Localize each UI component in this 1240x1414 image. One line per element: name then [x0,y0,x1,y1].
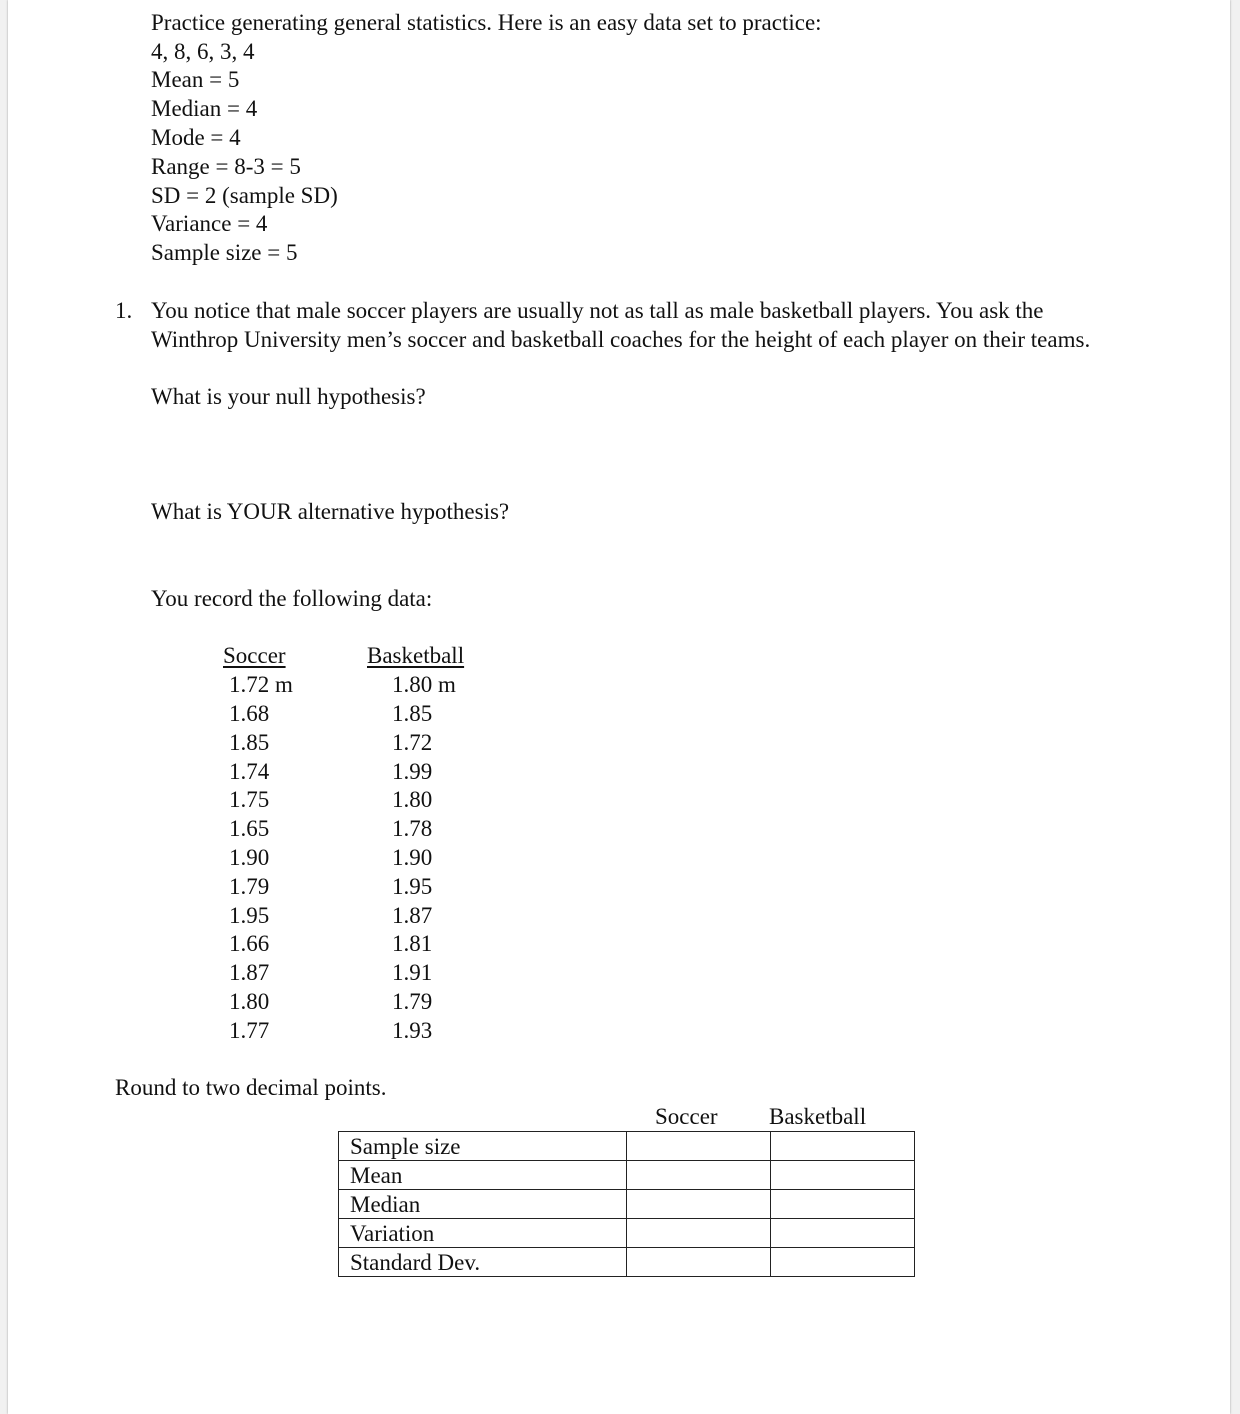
soccer-height: 1.75 [229,787,270,812]
soccer-mean-cell[interactable] [627,1161,771,1190]
basketball-height: 1.80 [392,787,433,812]
row-label-variation: Variation [339,1219,627,1248]
table-row [339,1219,915,1248]
basketball-height: 1.87 [392,903,433,928]
basketball-height: 1.99 [392,759,433,784]
basketball-height: 1.79 [392,989,433,1014]
record-data-prompt: You record the following data: [151,586,433,611]
soccer-standard-dev-cell[interactable] [627,1248,771,1277]
basketball-variation-cell[interactable] [771,1219,915,1248]
basketball-standard-dev-cell[interactable] [771,1248,915,1277]
practice-stat-sample-size: Sample size = 5 [151,240,298,265]
question-text-line1: You notice that male soccer players are usually not as tall as male basketball players. You ask the [151,298,1044,323]
summary-stats-table [338,1131,915,1277]
practice-stat-median: Median = 4 [151,96,258,121]
soccer-height: 1.65 [229,816,270,841]
basketball-height: 1.91 [392,960,433,985]
basketball-height: 1.80 m [392,672,456,697]
soccer-height: 1.68 [229,701,270,726]
soccer-height: 1.77 [229,1018,270,1043]
soccer-height: 1.72 m [229,672,293,697]
soccer-height: 1.79 [229,874,270,899]
practice-stat-mode: Mode = 4 [151,125,241,150]
basketball-height: 1.72 [392,730,433,755]
soccer-height: 1.80 [229,989,270,1014]
basketball-column-header: Basketball [367,643,465,668]
soccer-height: 1.90 [229,845,270,870]
soccer-sample-size-cell[interactable] [627,1132,771,1161]
row-label-sample-size: Sample size [339,1132,627,1161]
basketball-height: 1.85 [392,701,433,726]
practice-data-set: 4, 8, 6, 3, 4 [151,39,255,64]
soccer-variation-cell[interactable] [627,1219,771,1248]
soccer-column-header: Soccer [223,643,286,668]
soccer-height: 1.85 [229,730,270,755]
basketball-height: 1.93 [392,1018,433,1043]
practice-intro: Practice generating general statistics. Here is an easy data set to practice: [151,10,822,35]
table-row [339,1161,915,1190]
table-row [339,1190,915,1219]
question-number: 1. [115,298,133,323]
alternative-hypothesis-prompt: What is YOUR alternative hypothesis? [151,499,510,524]
basketball-mean-cell[interactable] [771,1161,915,1190]
summary-col-soccer: Soccer [655,1104,718,1129]
basketball-height: 1.90 [392,845,433,870]
basketball-height: 1.95 [392,874,433,899]
row-label-mean: Mean [339,1161,627,1190]
table-row [339,1248,915,1277]
row-label-median: Median [339,1190,627,1219]
soccer-height: 1.87 [229,960,270,985]
round-note: Round to two decimal points. [115,1075,387,1100]
soccer-median-cell[interactable] [627,1190,771,1219]
practice-stat-sd: SD = 2 (sample SD) [151,183,338,208]
table-row [339,1132,915,1161]
practice-stat-mean: Mean = 5 [151,67,240,92]
document-page [8,0,1230,1414]
basketball-sample-size-cell[interactable] [771,1132,915,1161]
practice-stat-variance: Variance = 4 [151,211,268,236]
practice-stat-range: Range = 8-3 = 5 [151,154,301,179]
soccer-height: 1.95 [229,903,270,928]
summary-col-basketball: Basketball [769,1104,867,1129]
basketball-median-cell[interactable] [771,1190,915,1219]
soccer-height: 1.66 [229,931,270,956]
row-label-standard-dev: Standard Dev. [339,1248,627,1277]
basketball-height: 1.78 [392,816,433,841]
question-text-line2: Winthrop University men’s soccer and basketball coaches for the height of each player on their teams. [151,327,1091,352]
null-hypothesis-prompt: What is your null hypothesis? [151,384,426,409]
soccer-height: 1.74 [229,759,270,784]
basketball-height: 1.81 [392,931,433,956]
